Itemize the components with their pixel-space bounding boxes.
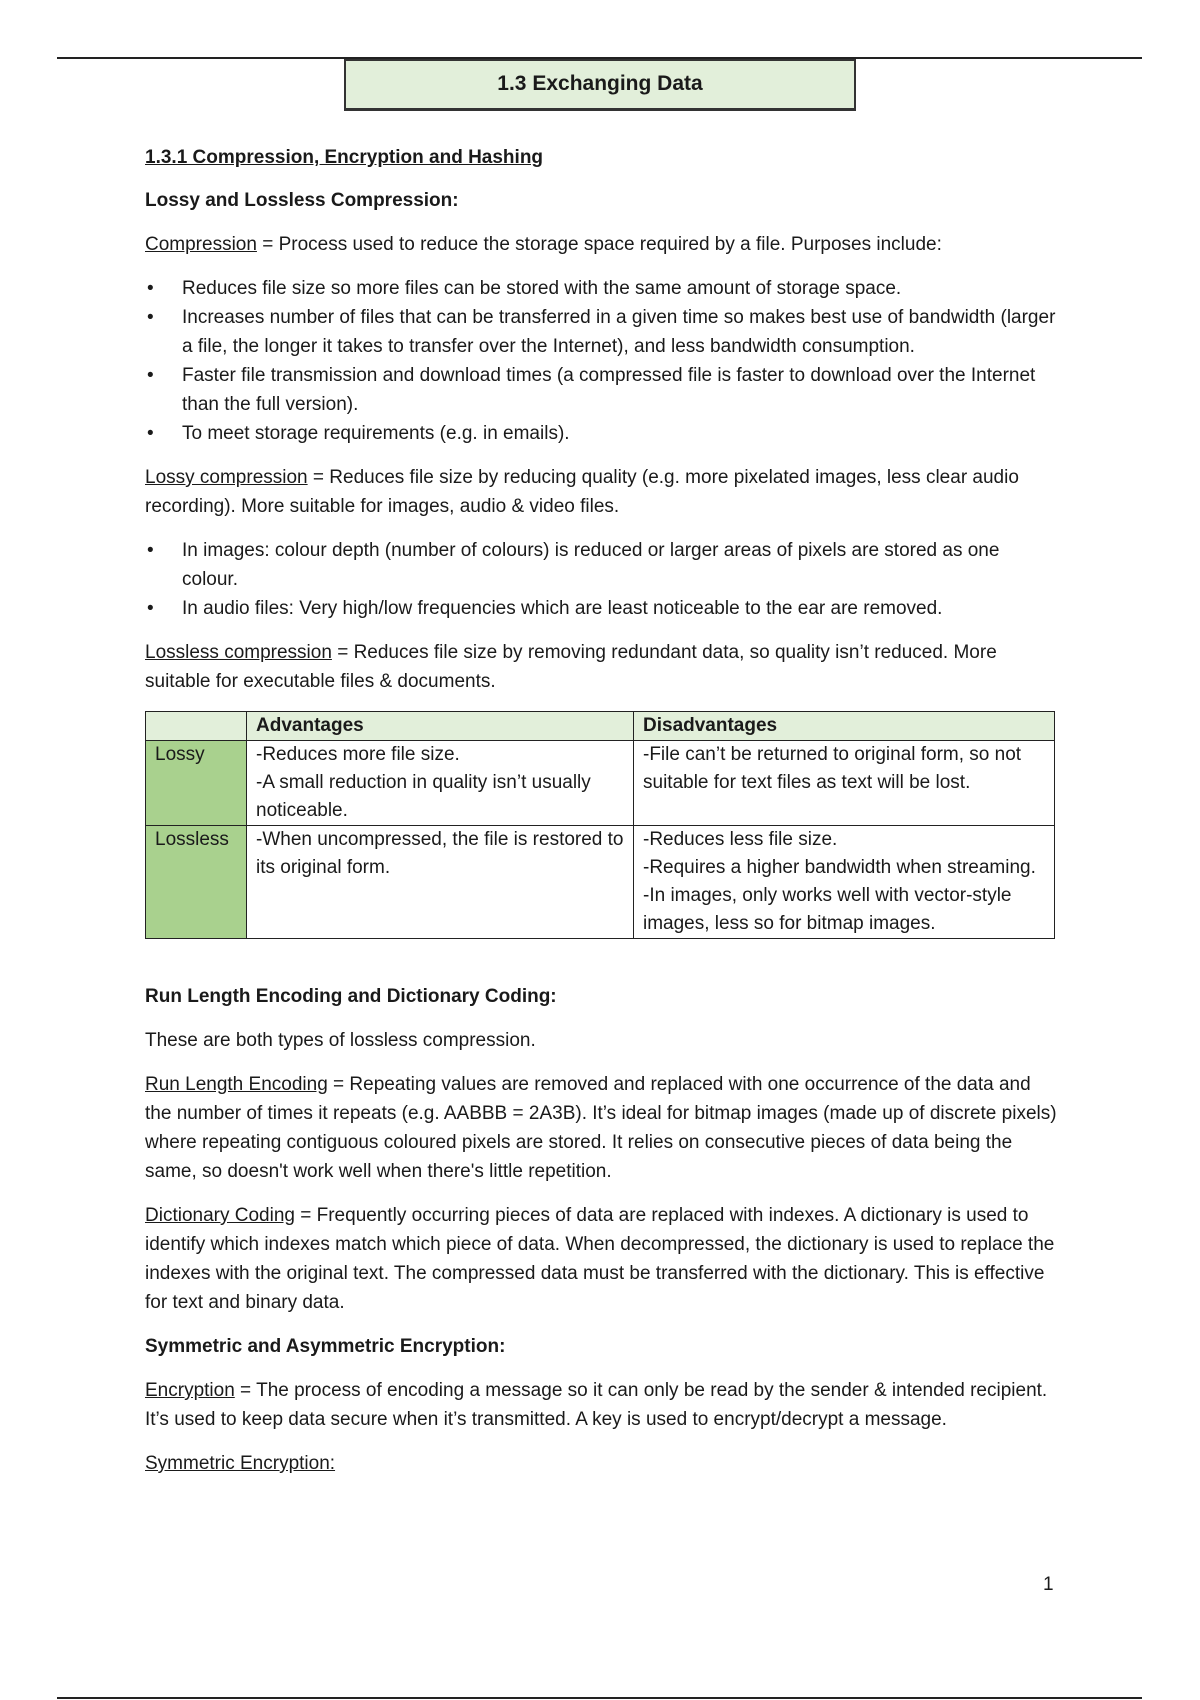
comparison-table <box>145 711 1055 939</box>
compression-term: Compression <box>145 234 257 255</box>
encryption-heading: Symmetric and Asymmetric Encryption: <box>145 1336 506 1357</box>
table-cell <box>634 741 1055 826</box>
table-cell <box>247 826 634 939</box>
lossless-definition <box>145 638 1060 696</box>
lossless-term: Lossless compression <box>145 642 332 663</box>
encryption-definition <box>145 1376 1060 1434</box>
dictionary-term: Dictionary Coding <box>145 1205 295 1226</box>
rle-term: Run Length Encoding <box>145 1074 328 1095</box>
list-item: • Increases number of files that can be transferred in a given time so makes best use of bandwidth (larger a file, the longer it takes to transfer over the Internet), and less bandwidth consumption. <box>145 303 1060 361</box>
table-header-cell: Advantages <box>247 712 634 741</box>
dictionary-definition <box>145 1201 1060 1317</box>
table-header-cell: Disadvantages <box>634 712 1055 741</box>
list-item: • In images: colour depth (number of colours) is reduced or larger areas of pixels are stored as one colour. <box>145 536 1060 594</box>
footer-rule <box>57 1697 1142 1699</box>
cell-line: -Reduces more file size. <box>256 744 460 765</box>
cell-line: -When uncompressed, the file is restored to its original form. <box>256 829 624 878</box>
compression-definition <box>145 230 1060 259</box>
lossy-term: Lossy compression <box>145 467 308 488</box>
document-body <box>145 143 1060 1493</box>
encryption-text: = The process of encoding a message so it can only be read by the sender & intended recipient. It’s used to keep data secure when it’s transmitted. A key is used to encrypt/decrypt a message. <box>145 1380 1048 1430</box>
list-item: • In audio files: Very high/low frequencies which are least noticeable to the ear are removed. <box>145 594 1060 623</box>
cell-line: -In images, only works well with vector-style images, less so for bitmap images. <box>643 885 1012 934</box>
rle-text: = Repeating values are removed and replaced with one occurrence of the data and the number of times it repeats (e.g. AABBB = 2A3B). It’s ideal for bitmap images (made up of discrete pixels) where repeating contiguous coloured pixels are stored. It relies on consecutive pieces of data being the same, so doesn't work well when there's little repetition. <box>145 1074 1057 1182</box>
table-cell <box>247 741 634 826</box>
table-row <box>146 826 1055 939</box>
compression-text: = Process used to reduce the storage space required by a file. Purposes include: <box>256 234 942 255</box>
table-row-label: Lossless <box>146 826 247 939</box>
cell-line: -Requires a higher bandwidth when streaming. <box>643 857 1036 878</box>
page-title: 1.3 Exchanging Data <box>344 59 856 111</box>
lossy-definition <box>145 463 1060 521</box>
lossy-bullet-list <box>145 536 1060 623</box>
rle-intro: These are both types of lossless compression. <box>145 1030 536 1051</box>
rle-definition <box>145 1070 1060 1186</box>
list-item: • Faster file transmission and download times (a compressed file is faster to download over the Internet than the full version). <box>145 361 1060 419</box>
dictionary-text: = Frequently occurring pieces of data are replaced with indexes. A dictionary is used to identify which indexes match which piece of data. When decompressed, the dictionary is used to replace the indexes with the original text. The compressed data must be transferred with the dictionary. This is effective for text and binary data. <box>145 1205 1055 1313</box>
lossless-text: = Reduces file size by removing redundant data, so quality isn’t reduced. More suitable for executable files & documents. <box>145 642 997 692</box>
symmetric-heading: Symmetric Encryption: <box>145 1453 336 1474</box>
table-header-cell <box>146 712 247 741</box>
cell-line: -A small reduction in quality isn’t usually noticeable. <box>256 772 591 821</box>
table-cell <box>634 826 1055 939</box>
lossy-lossless-heading: Lossy and Lossless Compression: <box>145 190 459 211</box>
cell-line: -File can’t be returned to original form, so not suitable for text files as text will be lost. <box>643 744 1022 793</box>
lossy-text: = Reduces file size by reducing quality (e.g. more pixelated images, less clear audio recording). More suitable for images, audio & video files. <box>145 467 1019 517</box>
compression-bullet-list <box>145 274 1060 448</box>
table-row-label: Lossy <box>146 741 247 826</box>
section-heading: 1.3.1 Compression, Encryption and Hashing <box>145 147 544 168</box>
page-number: 1 <box>1043 1574 1054 1595</box>
cell-line: -Reduces less file size. <box>643 829 838 850</box>
rle-heading: Run Length Encoding and Dictionary Coding: <box>145 986 557 1007</box>
encryption-term: Encryption <box>145 1380 235 1401</box>
table-row <box>146 741 1055 826</box>
list-item: • Reduces file size so more files can be stored with the same amount of storage space. <box>145 274 1060 303</box>
list-item: • To meet storage requirements (e.g. in emails). <box>145 419 1060 448</box>
table-header-row <box>146 712 1055 741</box>
